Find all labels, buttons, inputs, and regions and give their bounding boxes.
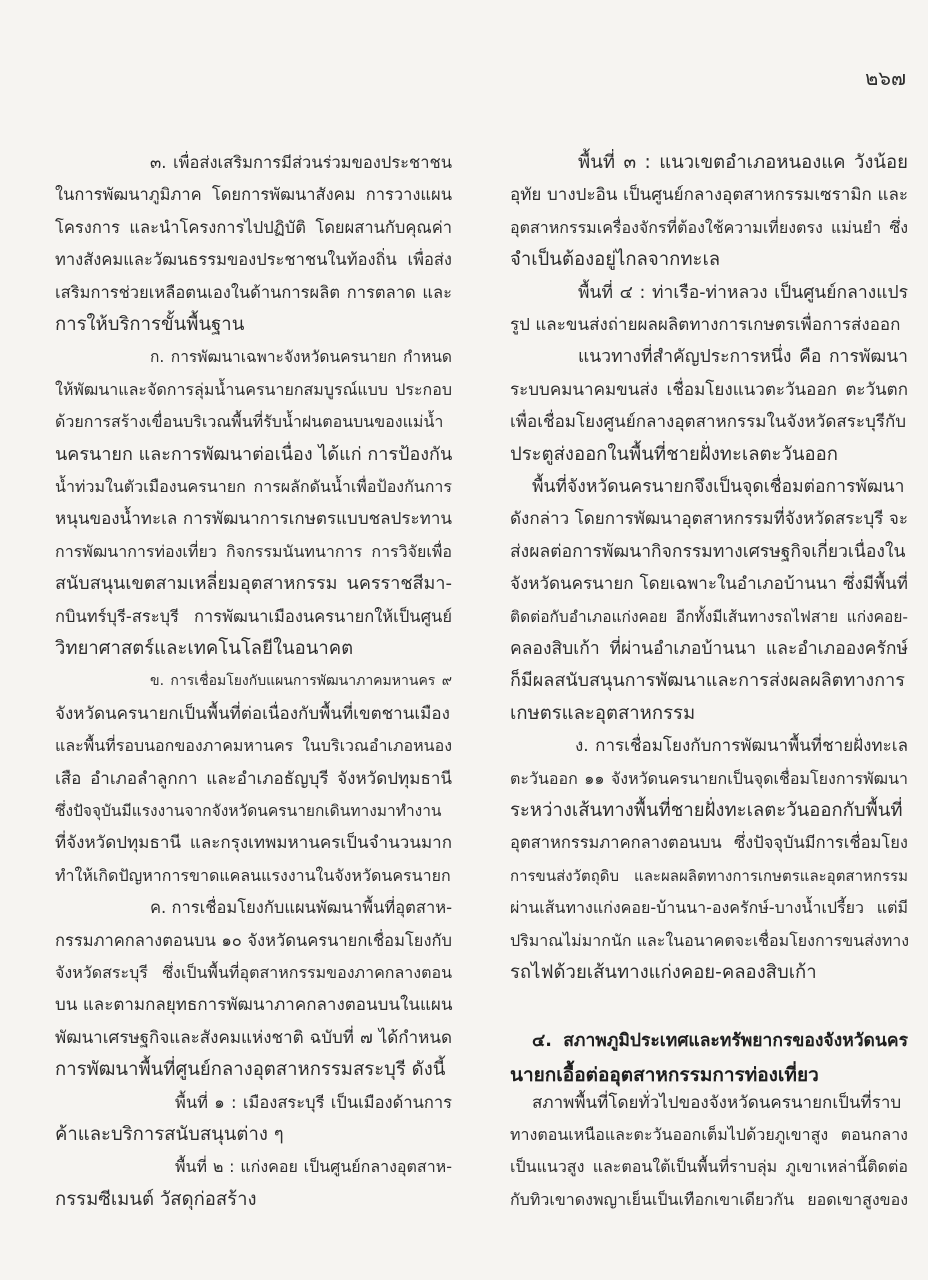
text-line: ปริมาณไม่มากนัก และในอนาคตจะเชื่อมโยงการขนส่งทาง (510, 930, 910, 950)
text-line: เพื่อเชื่อมโยงศูนย์กลางอุตสาหกรรมในจังหวัดสระบุรีกับ (510, 412, 907, 433)
text-line: ข. การเชื่อมโยงกับแผนการพัฒนาภาคมหานคร ๙ (150, 673, 452, 690)
text-line: เสือ อำเภอลำลูกกา และอำเภอธัญบุรี จังหวัดปทุมธานี (55, 768, 452, 789)
text-line: พื้นที่ ๓ : แนวเขตอำเภอหนองแค วังน้อย (578, 152, 908, 173)
text-line: ที่จังหวัดปทุมธานี และกรุงเทพมหานครเป็นจำนวนมาก (55, 833, 452, 854)
text-line: พื้นที่ ๑ : เมืองสระบุรี เป็นเมืองด้านการ (175, 1092, 452, 1112)
text-line: ระหว่างเส้นทางพื้นที่ชายฝั่งทะเลตะวันออกกับพื้นที่ (510, 800, 903, 821)
text-line: ค. การเชื่อมโยงกับแผนพัฒนาพื้นที่อุตสาห- (150, 898, 453, 918)
text-line: การพัฒนาพื้นที่ศูนย์กลางอุตสาหกรรมสระบุรี ดังนี้ (55, 1059, 446, 1081)
text-line: ซึ่งปัจจุบันมีแรงงานจากจังหวัดนครนายกเดินทางมาทำงาน (55, 802, 442, 820)
text-line: อุตสาหกรรมเครื่องจักรที่ต้องใช้ความเที่ยงตรง แม่นยำ ซึ่ง (510, 217, 908, 237)
section-heading-line: ๔. สภาพภูมิประเทศและทรัพยากรของจังหวัดนคร (532, 1031, 908, 1052)
text-line: ทางสังคมและวัฒนธรรมของประชาชนในท้องถิ่น เพื่อส่ง (55, 250, 452, 270)
text-line: คลองสิบเก้า ที่ผ่านอำเภอบ้านนา และอำเภอองครักษ์ (510, 639, 908, 659)
text-line: การขนส่งวัตถุดิบ และผลผลิตทางการเกษตรและอุตสาหกรรม (510, 866, 908, 885)
text-line: ส่งผลต่อการพัฒนากิจกรรมทางเศรษฐกิจเกี่ยวเนื่องใน (510, 541, 906, 562)
text-line: ๓. เพื่อส่งเสริมการมีส่วนร่วมของประชาชน (150, 153, 452, 172)
text-line: กรรมซีเมนต์ วัสดุก่อสร้าง (55, 1188, 257, 1210)
text-line: กบินทร์บุรี-สระบุรี การพัฒนาเมืองนครนายกให้เป็นศูนย์ (55, 606, 452, 626)
text-line: บน และตามกลยุทธการพัฒนาภาคกลางตอนบนในแผน (55, 995, 453, 1016)
text-line: ตะวันออก ๑๑ จังหวัดนครนายกเป็นจุดเชื่อมโยงการพัฒนา (510, 768, 908, 788)
text-line: เป็นแนวสูง และตอนใต้เป็นพื้นที่ราบลุ่ม ภูเขาเหล่านี้ติดต่อ (510, 1157, 908, 1177)
text-line: พัฒนาเศรษฐกิจและสังคมแห่งชาติ ฉบับที่ ๗ ได้กำหนด (55, 1027, 452, 1048)
text-line: ทางตอนเหนือและตะวันออกเต็มไปด้วยภูเขาสูง ตอนกลาง (510, 1125, 908, 1144)
text-line: การให้บริการขั้นพื้นฐาน (55, 314, 245, 335)
text-line: ทำให้เกิดปัญหาการขาดแคลนแรงงานในจังหวัดนครนายก (55, 865, 451, 885)
text-line: ด้วยการสร้างเขื่อนบริเวณพื้นที่รับน้ำฝนตอนบนของแม่น้ำ (55, 412, 444, 432)
text-line: การพัฒนาการท่องเที่ยว กิจกรรมนันทนาการ การวิจัยเพื่อ (55, 541, 452, 561)
text-line: หนุนของน้ำทะเล การพัฒนาการเกษตรแบบชลประทาน (55, 509, 452, 530)
text-line: สนับสนุนเขตสามเหลี่ยมอุตสาหกรรม นครราชสีมา- (55, 573, 452, 595)
text-line: อุทัย บางปะอิน เป็นศูนย์กลางอุตสาหกรรมเซรามิก และ (510, 185, 908, 206)
text-line: ระบบคมนาคมขนส่ง เชื่อมโยงแนวตะวันออก ตะวันตก (510, 379, 908, 400)
text-line: ประตูส่งออกในพื้นที่ชายฝั่งทะเลตะวันออก (510, 443, 838, 465)
section-heading-line: นายกเอื้อต่ออุตสาหกรรมการท่องเที่ยว (510, 1064, 819, 1087)
text-line: เสริมการช่วยเหลือตนเองในด้านการผลิต การตลาด และ (55, 282, 452, 302)
text-line: วิทยาศาสตร์และเทคโนโลยีในอนาคต (55, 638, 354, 659)
text-line: จังหวัดสระบุรี ซึ่งเป็นพื้นที่อุตสาหกรรมของภาคกลางตอน (55, 963, 452, 982)
text-line: กับทิวเขาดงพญาเย็นเป็นเทือกเขาเดียวกัน ยอดเขาสูงของ (510, 1189, 908, 1209)
text-line: จังหวัดนครนายก โดยเฉพาะในอำเภอบ้านนา ซึ่งมีพื้นที่ (510, 574, 908, 595)
text-line: ดังกล่าว โดยการพัฒนาอุตสาหกรรมที่จังหวัดสระบุรี จะ (510, 509, 908, 530)
text-line: อุตสาหกรรมภาคกลางตอนบน ซึ่งปัจจุบันมีการเชื่อมโยง (510, 833, 908, 853)
text-line: พื้นที่ ๔ : ท่าเรือ-ท่าหลวง เป็นศูนย์กลางแปร (578, 282, 908, 303)
text-line: สภาพพื้นที่โดยทั่วไปของจังหวัดนครนายกเป็นที่ราบ (532, 1092, 902, 1113)
text-line: และพื้นที่รอบนอกของภาคมหานคร ในบริเวณอำเภอหนอง (55, 736, 452, 756)
text-line: โครงการ และนำโครงการไปปฏิบัติ โดยผสานกับคุณค่า (55, 217, 452, 237)
text-line: กรรมภาคกลางตอนบน ๑๐ จังหวัดนครนายกเชื่อมโยงกับ (55, 930, 452, 950)
text-line: ค้าและบริการสนับสนุนต่าง ๆ (55, 1124, 284, 1145)
text-line: เกษตรและอุตสาหกรรม (510, 702, 696, 724)
text-line: แนวทางที่สำคัญประการหนึ่ง คือ การพัฒนา (578, 347, 908, 368)
page-number: ๒๖๗ (865, 66, 906, 90)
text-line: พื้นที่ ๒ : แก่งคอย เป็นศูนย์กลางอุตสาห- (175, 1157, 452, 1177)
text-line: ในการพัฒนาภูมิภาค โดยการพัฒนาสังคม การวางแผน (55, 185, 452, 205)
text-line: พื้นที่จังหวัดนครนายกจึงเป็นจุดเชื่อมต่อการพัฒนา (532, 477, 905, 497)
text-line: ผ่านเส้นทางแก่งคอย-บ้านนา-องครักษ์-บางน้ำเปรี้ยว แต่มี (510, 898, 908, 918)
text-line: น้ำท่วมในตัวเมืองนครนายก การผลักดันน้ำเพื่อป้องกันการ (55, 477, 452, 496)
text-line: จำเป็นต้องอยู่ไกลจากทะเล (510, 249, 721, 271)
text-line: ก็มีผลสนับสนุนการพัฒนาและการส่งผลผลิตทางการ (510, 670, 905, 692)
text-line: ให้พัฒนาและจัดการลุ่มน้ำนครนายกสมบูรณ์แบบ ประกอบ (55, 379, 452, 399)
text-line: ง. การเชื่อมโยงกับการพัฒนาพื้นที่ชายฝั่งทะเล (575, 736, 908, 757)
text-line: รูป และขนส่งถ่ายผลผลิตทางการเกษตรเพื่อการส่งออก (510, 315, 901, 335)
text-line: ติดต่อกับอำเภอแก่งคอย อีกทั้งมีเส้นทางรถไฟสาย แก่งคอย- (510, 607, 908, 626)
text-line: จังหวัดนครนายกเป็นพื้นที่ต่อเนื่องกับพื้นที่เขตชานเมือง (55, 703, 450, 724)
text-line: นครนายก และการพัฒนาต่อเนื่อง ได้แก่ การป้องกัน (55, 443, 453, 465)
text-line: รถไฟด้วยเส้นทางแก่งคอย-คลองสิบเก้า (510, 962, 817, 983)
text-line: ก. การพัฒนาเฉพาะจังหวัดนครนายก กำหนด (150, 348, 452, 367)
